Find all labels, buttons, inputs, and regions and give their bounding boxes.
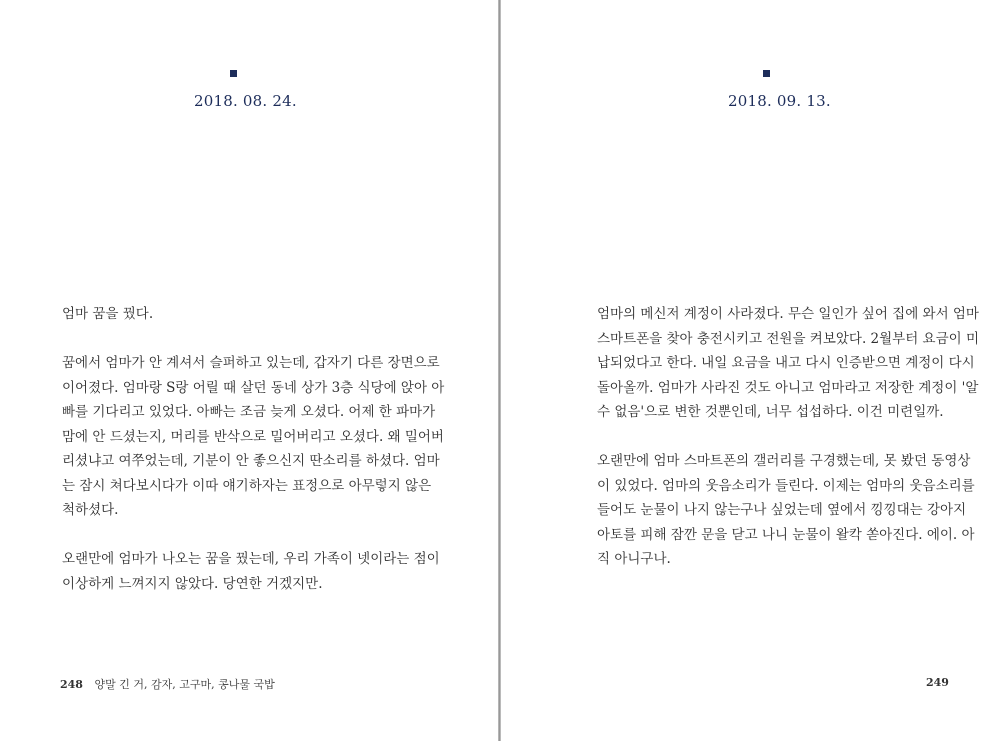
right-page <box>502 0 1000 741</box>
page-footer <box>926 676 957 689</box>
text-line: 엄마의 메신저 계정이 사라졌다. 무슨 일인가 싶어 집에 와서 엄마 <box>597 306 979 322</box>
running-title: 양말 긴 거, 감자, 고구마, 콩나물 국밥 <box>94 678 275 691</box>
section-marker-icon <box>763 70 770 77</box>
page-number: 249 <box>926 676 949 689</box>
book-gutter <box>498 0 501 741</box>
text-line: 빠를 기다리고 있었다. 아빠는 조금 늦게 오셨다. 어제 한 파마가 <box>62 404 436 420</box>
text-line: 돌아올까. 엄마가 사라진 것도 아니고 엄마라고 저장한 계정이 '알 <box>597 379 979 396</box>
entry-date: 2018. 09. 13. <box>728 92 831 110</box>
text-line: 수 없음'으로 변한 것뿐인데, 너무 섭섭하다. 이건 미련일까. <box>597 404 944 420</box>
text-line: 이 있었다. 엄마의 웃음소리가 들린다. 이제는 엄마의 웃음소리를 <box>597 477 975 494</box>
text-line: 스마트폰을 찾아 충전시키고 전원을 켜보았다. 2월부터 요금이 미 <box>597 330 979 347</box>
entry-date: 2018. 08. 24. <box>194 92 297 110</box>
page-number: 248 <box>60 678 83 691</box>
text-line: 꿈에서 엄마가 안 계셔서 슬퍼하고 있는데, 갑자기 다른 장면으로 <box>62 355 440 371</box>
text-line: 오랜만에 엄마 스마트폰의 갤러리를 구경했는데, 못 봤던 동영상 <box>597 453 971 469</box>
paragraph-gap <box>62 327 444 352</box>
entry-body <box>62 302 444 596</box>
paragraph-gap <box>597 425 979 450</box>
text-line: 오랜만에 엄마가 나오는 꿈을 꿨는데, 우리 가족이 넷이라는 점이 <box>62 551 440 567</box>
text-line: 납되었다고 한다. 내일 요금을 내고 다시 인증받으면 계정이 다시 <box>597 355 975 371</box>
text-line: 들어도 눈물이 나지 않는구나 싶었는데 옆에서 낑낑대는 강아지 <box>597 502 967 518</box>
left-page <box>0 0 498 741</box>
section-marker-icon <box>230 70 237 77</box>
text-line: 는 잠시 쳐다보시다가 이따 얘기하자는 표정으로 아무렇지 않은 <box>62 477 432 494</box>
text-line: 척하셨다. <box>62 502 119 518</box>
text-line: 직 아니구나. <box>597 551 671 567</box>
text-line: 리셨냐고 여쭈었는데, 기분이 안 좋으신지 딴소리를 하셨다. 엄마 <box>62 453 440 469</box>
text-line: 맘에 안 드셨는지, 머리를 반삭으로 밀어버리고 오셨다. 왜 밀어버 <box>62 428 444 445</box>
entry-body <box>597 302 979 572</box>
text-line: 아토를 피해 잠깐 문을 닫고 나니 눈물이 왈칵 쏟아진다. 에이. 아 <box>597 526 975 543</box>
text-line: 엄마 꿈을 꿨다. <box>62 306 154 322</box>
text-line: 이어졌다. 엄마랑 S랑 어릴 때 살던 동네 상가 3층 식당에 앉아 아 <box>62 379 445 396</box>
text-line: 이상하게 느껴지지 않았다. 당연한 거겠지만. <box>62 575 323 592</box>
paragraph-gap <box>62 523 444 548</box>
page-footer <box>60 676 275 692</box>
